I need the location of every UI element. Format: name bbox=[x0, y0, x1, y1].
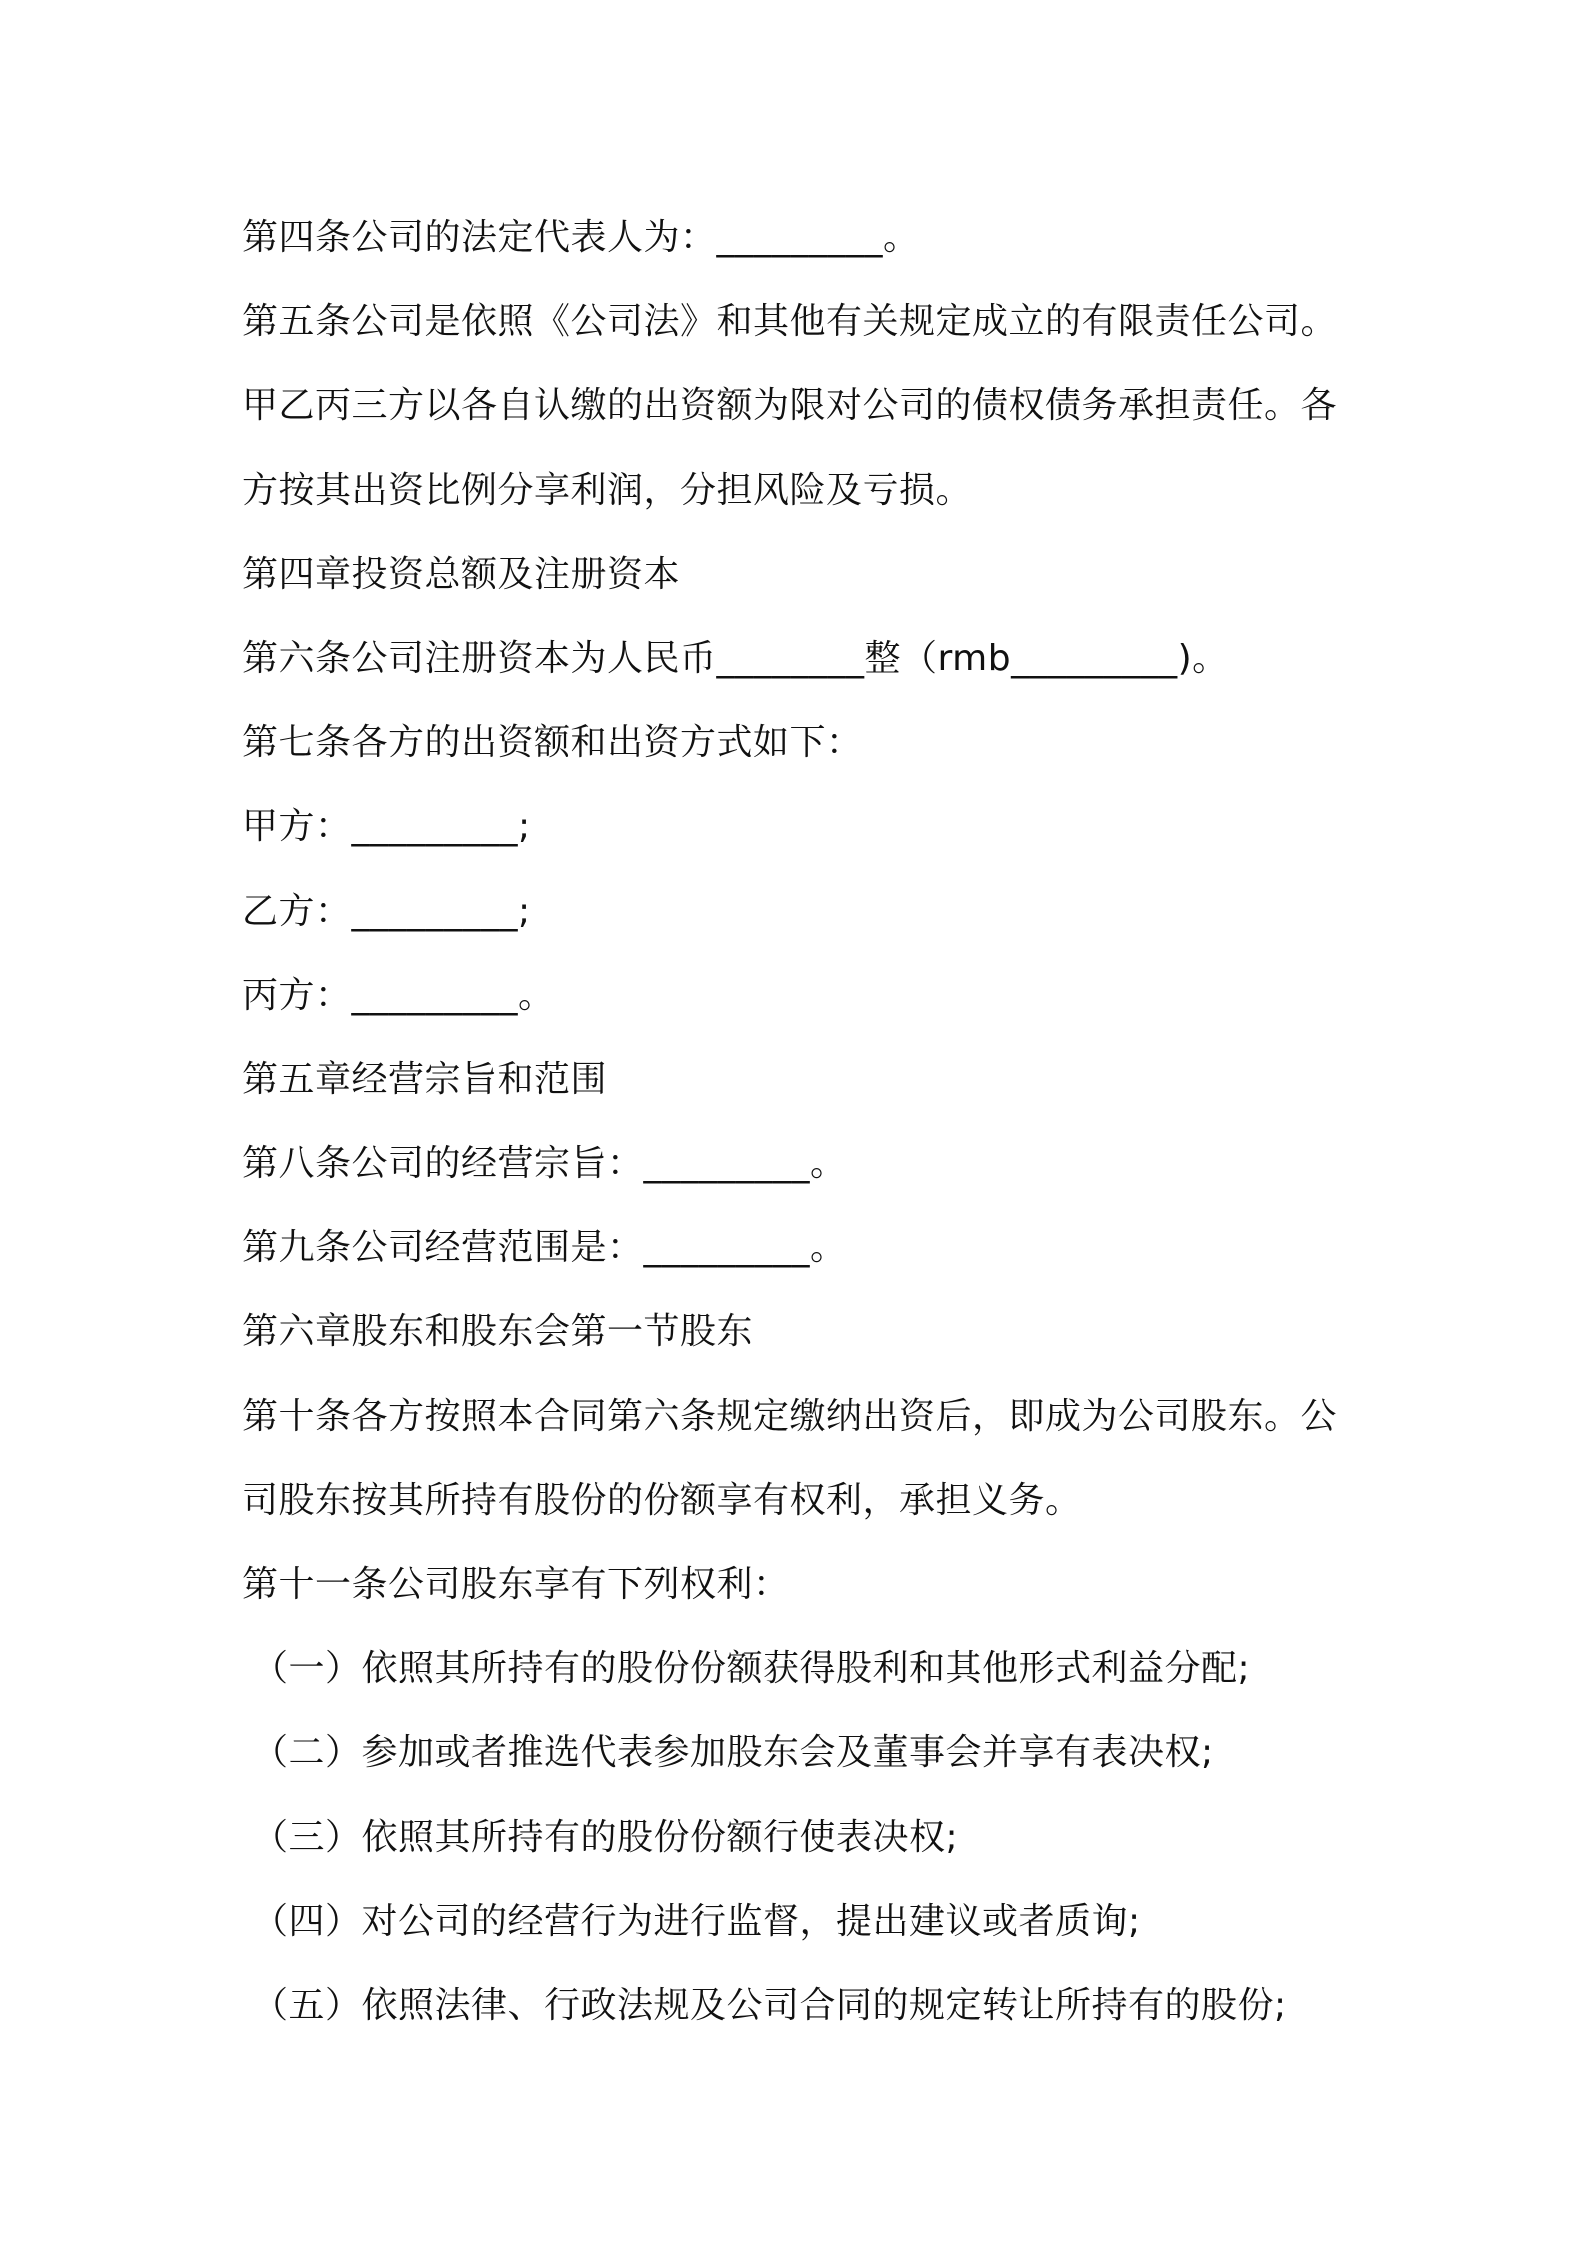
party-a-contribution: 甲方：_________; bbox=[242, 806, 531, 848]
article-5-line-2: 甲乙丙三方以各自认缴的出资额为限对公司的债权债务承担责任。各 bbox=[242, 385, 1338, 427]
right-item-4: （四）对公司的经营行为进行监督，提出建议或者质询; bbox=[252, 1900, 1141, 1942]
article-4: 第四条公司的法定代表人为：_________。 bbox=[242, 217, 920, 258]
article-5-line-3: 方按其出资比例分享利润，分担风险及亏损。 bbox=[242, 469, 973, 511]
article-8: 第八条公司的经营宗旨：_________。 bbox=[242, 1143, 847, 1185]
article-5-line-1: 第五条公司是依照《公司法》和其他有关规定成立的有限责任公司。 bbox=[242, 301, 1338, 343]
right-item-5: （五）依照法律、行政法规及公司合同的规定转让所持有的股份; bbox=[252, 1984, 1287, 2026]
article-9: 第九条公司经营范围是：_________。 bbox=[242, 1227, 847, 1269]
party-c-contribution: 丙方：_________。 bbox=[242, 974, 555, 1016]
article-10-line-1: 第十条各方按照本合同第六条规定缴纳出资后，即成为公司股东。公 bbox=[242, 1395, 1338, 1437]
chapter-5-heading: 第五章经营宗旨和范围 bbox=[242, 1058, 608, 1100]
article-10-line-2: 司股东按其所持有股份的份额享有权利，承担义务。 bbox=[242, 1479, 1082, 1521]
party-b-contribution: 乙方：_________; bbox=[242, 890, 531, 932]
right-item-2: （二）参加或者推选代表参加股东会及董事会并享有表决权; bbox=[252, 1732, 1214, 1774]
article-6: 第六条公司注册资本为人民币________整（rmb_________)。 bbox=[242, 637, 1229, 679]
chapter-6-heading: 第六章股东和股东会第一节股东 bbox=[242, 1311, 754, 1353]
chapter-4-heading: 第四章投资总额及注册资本 bbox=[242, 553, 681, 595]
article-11: 第十一条公司股东享有下列权利： bbox=[242, 1564, 790, 1605]
right-item-1: （一）依照其所持有的股份份额获得股利和其他形式利益分配; bbox=[252, 1648, 1251, 1690]
right-item-3: （三）依照其所持有的股份份额行使表决权; bbox=[252, 1816, 959, 1858]
document-body bbox=[242, 196, 1392, 2048]
article-7: 第七条各方的出资额和出资方式如下： bbox=[242, 722, 863, 764]
